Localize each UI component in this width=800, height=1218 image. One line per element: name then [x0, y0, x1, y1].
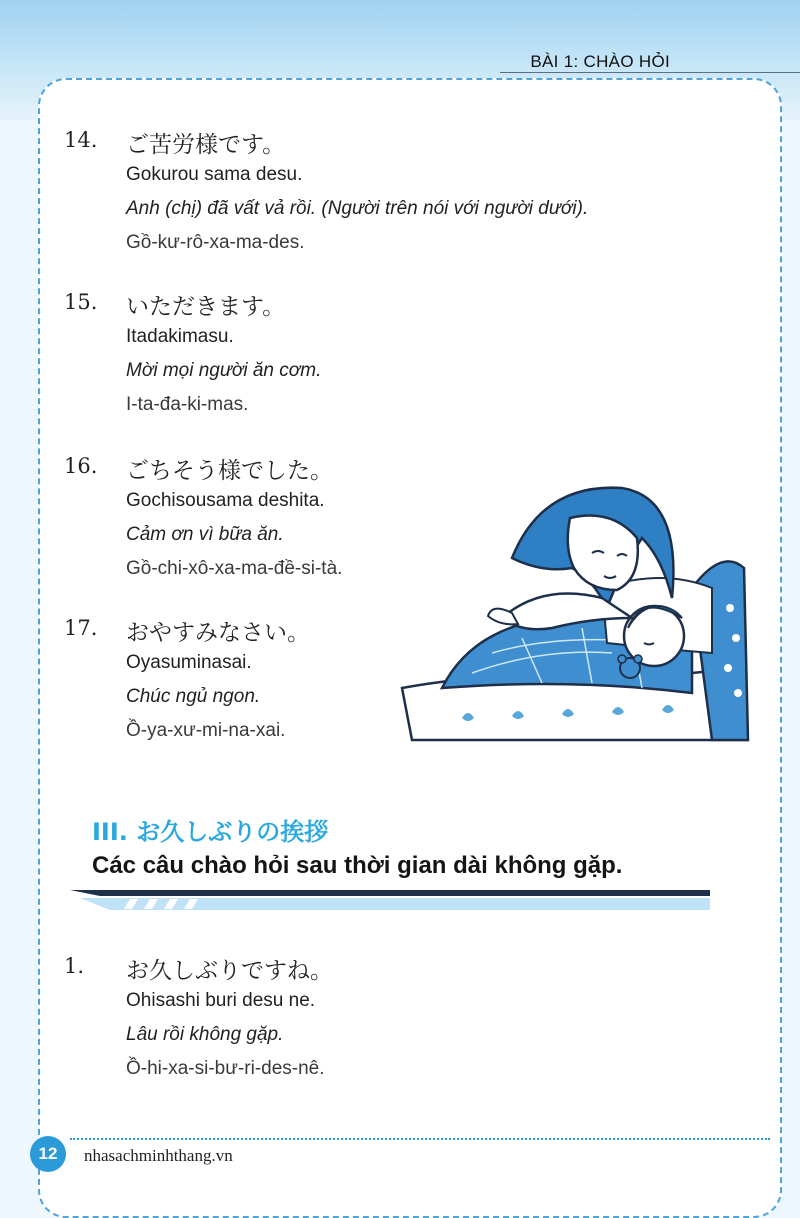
romaji-line: Oyasuminasai. [126, 652, 252, 673]
meaning-line: Mời mọi người ăn cơm. [126, 360, 322, 381]
entry-number: 14. [64, 128, 98, 152]
entry-number: 15. [64, 290, 98, 314]
pronunciation-line: Ồ-ya-xư-mi-na-xai. [126, 720, 286, 741]
japanese-phrase: おやすみなさい。 [126, 620, 310, 646]
pronunciation-line: Gồ-kư-rô-xa-ma-des. [126, 232, 305, 253]
romaji-line: Ohisashi buri desu ne. [126, 990, 316, 1011]
romaji-line: Itadakimasu. [126, 326, 234, 347]
section-subtitle: Các câu chào hỏi sau thời gian dài không gặp. [92, 852, 623, 879]
header-rule [500, 72, 800, 73]
japanese-phrase: ごちそう様でした。 [126, 458, 333, 484]
japanese-phrase: お久しぶりですね。 [126, 958, 333, 984]
footer-website: nhasachminhthang.vn [84, 1146, 233, 1165]
section-title: III. お久しぶりの挨拶 [92, 818, 329, 846]
japanese-phrase: いただきます。 [126, 294, 286, 320]
entry-number: 1. [64, 954, 85, 978]
pronunciation-line: Gồ-chi-xô-xa-ma-đề-si-tà. [126, 558, 343, 579]
romaji-line: Gokurou sama desu. [126, 164, 303, 185]
page-number-badge: 12 [30, 1136, 66, 1172]
lesson-header: BÀI 1: CHÀO HỎI [530, 52, 670, 71]
meaning-line: Cảm ơn vì bữa ăn. [126, 524, 284, 545]
pronunciation-line: I-ta-đa-ki-mas. [126, 394, 249, 415]
mother-and-sleeping-child-illustration [392, 478, 750, 748]
meaning-line: Chúc ngủ ngon. [126, 686, 261, 707]
meaning-line: Lâu rồi không gặp. [126, 1024, 284, 1045]
footer-dotted-line [70, 1138, 770, 1142]
meaning-line: Anh (chị) đã vất vả rồi. (Người trên nói với người dưới). [126, 198, 589, 219]
entry-number: 16. [64, 454, 98, 478]
japanese-phrase: ご苦労様です。 [126, 132, 286, 158]
entry-number: 17. [64, 616, 98, 640]
section-underline-bar [70, 886, 710, 912]
pronunciation-line: Ồ-hi-xa-si-bư-ri-des-nê. [126, 1058, 325, 1079]
romaji-line: Gochisousama deshita. [126, 490, 325, 511]
